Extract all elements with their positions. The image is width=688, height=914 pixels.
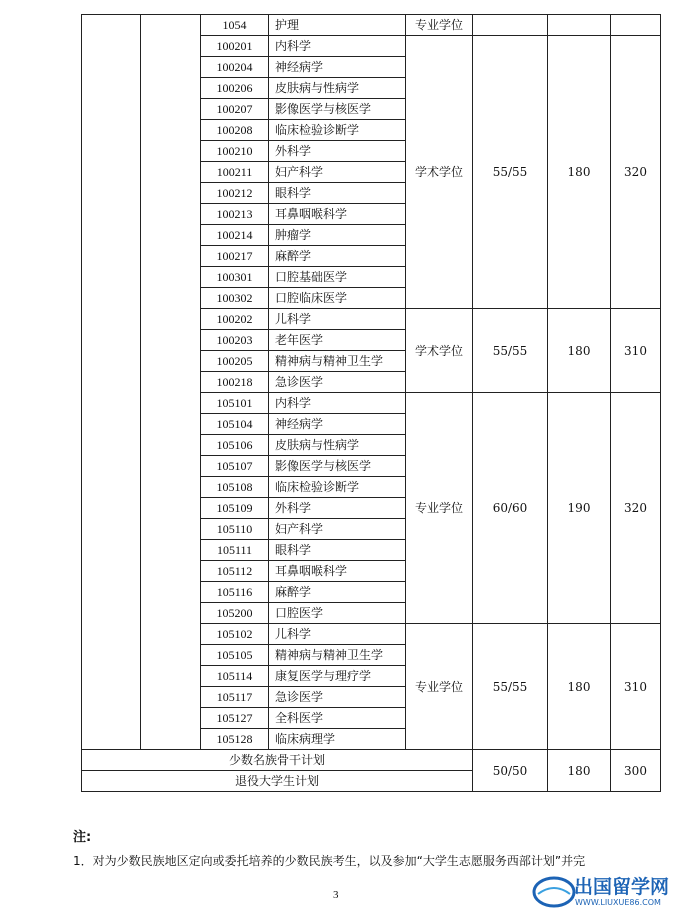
major-code: 105102	[201, 624, 269, 645]
single-subject-score: 55/55	[473, 309, 548, 393]
major-name: 妇产科学	[269, 162, 406, 183]
professional-score: 180	[548, 624, 611, 750]
major-code: 100206	[201, 78, 269, 99]
professional-score: 180	[548, 750, 611, 792]
major-code: 105114	[201, 666, 269, 687]
major-name: 神经病学	[269, 57, 406, 78]
major-code: 105108	[201, 477, 269, 498]
major-code: 105127	[201, 708, 269, 729]
major-code: 105104	[201, 414, 269, 435]
major-name: 急诊医学	[269, 687, 406, 708]
major-code: 105116	[201, 582, 269, 603]
major-name: 眼科学	[269, 183, 406, 204]
major-code: 100202	[201, 309, 269, 330]
major-code: 100205	[201, 351, 269, 372]
major-name: 耳鼻咽喉科学	[269, 561, 406, 582]
watermark-text: 出国留学网	[574, 876, 670, 898]
table-row	[82, 750, 661, 771]
professional-score: 180	[548, 309, 611, 393]
major-name: 耳鼻咽喉科学	[269, 204, 406, 225]
total-score: 300	[611, 750, 661, 792]
major-code: 100207	[201, 99, 269, 120]
major-code: 105110	[201, 519, 269, 540]
major-name: 内科学	[269, 36, 406, 57]
note-item-1: 1．对为少数民族地区定向或委托培养的少数民族考生，以及参加“大学生志愿服务西部计划”并完	[73, 854, 586, 868]
major-name: 口腔医学	[269, 603, 406, 624]
single-subject-score: 55/55	[473, 624, 548, 750]
major-code: 105109	[201, 498, 269, 519]
total-score: 320	[611, 393, 661, 624]
major-code: 105128	[201, 729, 269, 750]
major-name: 临床检验诊断学	[269, 120, 406, 141]
major-code: 100302	[201, 288, 269, 309]
major-code: 105200	[201, 603, 269, 624]
degree-type: 专业学位	[406, 624, 473, 750]
major-name: 麻醉学	[269, 582, 406, 603]
total-score: 320	[611, 36, 661, 309]
table-row	[82, 15, 661, 36]
professional-score: 190	[548, 393, 611, 624]
major-code: 105101	[201, 393, 269, 414]
watermark-url: WWW.LIUXUE86.COM	[575, 898, 661, 907]
single-subject-score: 50/50	[473, 750, 548, 792]
major-name: 麻醉学	[269, 246, 406, 267]
total-score: 310	[611, 309, 661, 393]
total-score: 310	[611, 624, 661, 750]
degree-type: 专业学位	[406, 15, 473, 36]
major-code: 100210	[201, 141, 269, 162]
professional-score: 180	[548, 36, 611, 309]
major-code: 105111	[201, 540, 269, 561]
major-code: 100211	[201, 162, 269, 183]
subcategory-cell	[141, 15, 201, 750]
major-name: 儿科学	[269, 624, 406, 645]
major-code: 100218	[201, 372, 269, 393]
major-name: 临床病理学	[269, 729, 406, 750]
major-code: 100301	[201, 267, 269, 288]
major-name: 妇产科学	[269, 519, 406, 540]
major-code: 105117	[201, 687, 269, 708]
major-name: 护理	[269, 15, 406, 36]
score-table-body	[82, 15, 661, 792]
score-table	[81, 14, 661, 792]
major-code: 105112	[201, 561, 269, 582]
category-cell	[82, 15, 141, 750]
major-code: 100214	[201, 225, 269, 246]
major-name: 皮肤病与性病学	[269, 435, 406, 456]
major-name: 外科学	[269, 498, 406, 519]
major-name: 神经病学	[269, 414, 406, 435]
major-name: 口腔基础医学	[269, 267, 406, 288]
veteran-plan-label: 退役大学生计划	[82, 771, 473, 792]
major-code: 100201	[201, 36, 269, 57]
major-name: 影像医学与核医学	[269, 99, 406, 120]
degree-type: 学术学位	[406, 309, 473, 393]
major-code: 105105	[201, 645, 269, 666]
minority-plan-label: 少数名族骨干计划	[82, 750, 473, 771]
major-code: 105106	[201, 435, 269, 456]
degree-type: 专业学位	[406, 393, 473, 624]
major-name: 皮肤病与性病学	[269, 78, 406, 99]
major-code: 100217	[201, 246, 269, 267]
major-code: 100203	[201, 330, 269, 351]
major-name: 康复医学与理疗学	[269, 666, 406, 687]
page-number: 3	[333, 889, 339, 901]
major-code: 100208	[201, 120, 269, 141]
major-name: 内科学	[269, 393, 406, 414]
major-name: 影像医学与核医学	[269, 456, 406, 477]
major-name: 临床检验诊断学	[269, 477, 406, 498]
notes-title: 注:	[73, 830, 92, 845]
major-name: 老年医学	[269, 330, 406, 351]
single-subject-score: 60/60	[473, 393, 548, 624]
major-name: 急诊医学	[269, 372, 406, 393]
major-code: 100204	[201, 57, 269, 78]
major-code: 105107	[201, 456, 269, 477]
single-subject-score: 55/55	[473, 36, 548, 309]
major-name: 精神病与精神卫生学	[269, 351, 406, 372]
major-name: 全科医学	[269, 708, 406, 729]
major-code: 100212	[201, 183, 269, 204]
major-code: 1054	[201, 15, 269, 36]
degree-type: 学术学位	[406, 36, 473, 309]
major-name: 眼科学	[269, 540, 406, 561]
major-name: 外科学	[269, 141, 406, 162]
major-name: 口腔临床医学	[269, 288, 406, 309]
major-name: 精神病与精神卫生学	[269, 645, 406, 666]
major-name: 儿科学	[269, 309, 406, 330]
major-code: 100213	[201, 204, 269, 225]
major-name: 肿瘤学	[269, 225, 406, 246]
